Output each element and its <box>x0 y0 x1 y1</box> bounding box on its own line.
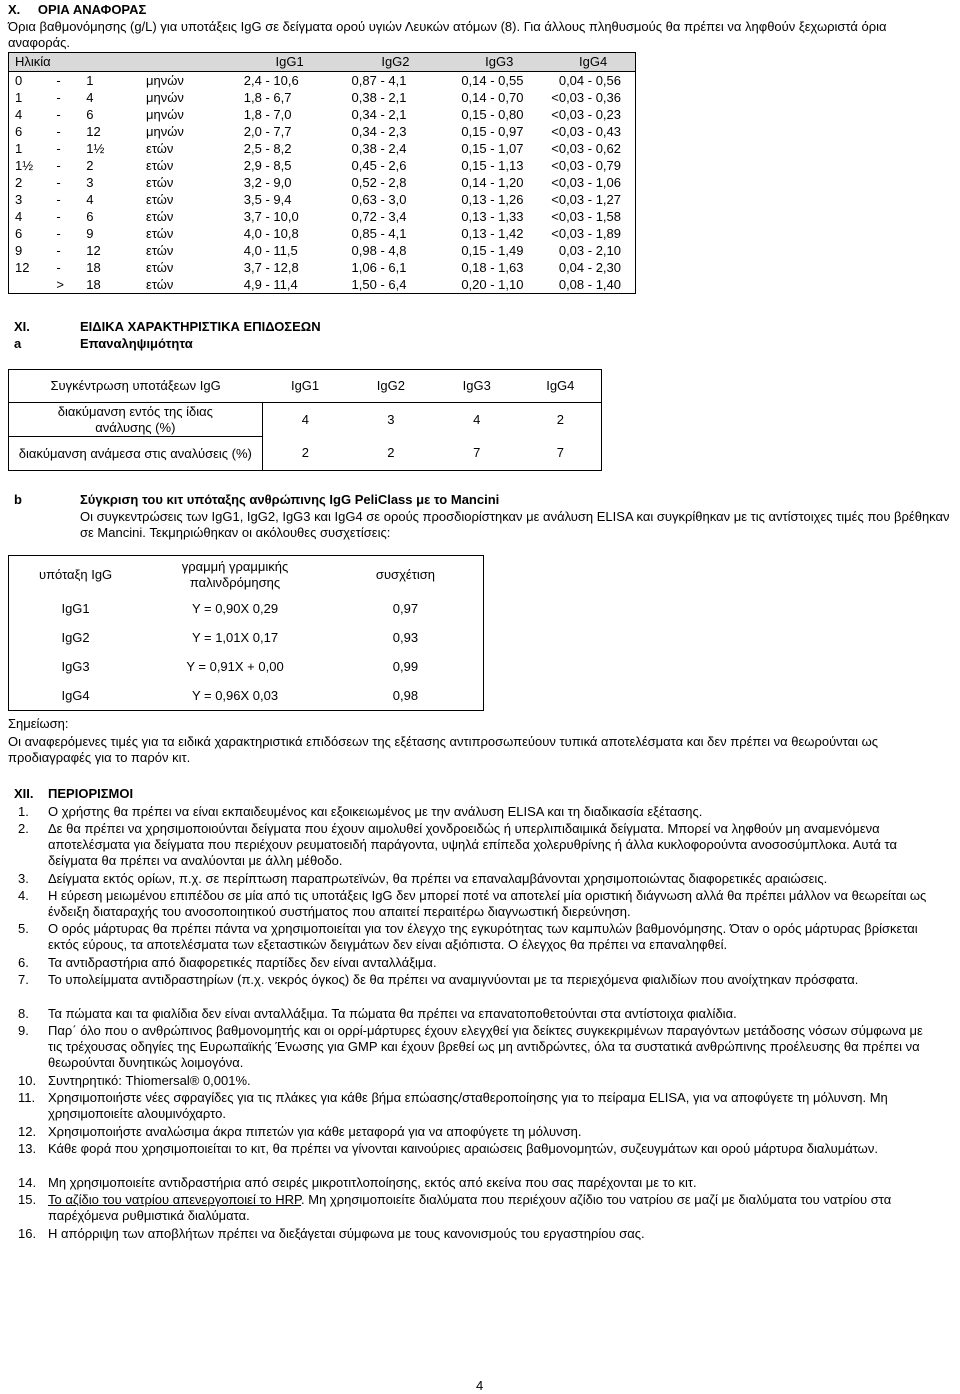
age-from: 4 <box>15 208 23 224</box>
cell-subclass: IgG3 <box>61 658 90 674</box>
age-sep: > <box>56 276 64 292</box>
age-unit: ετών <box>146 191 174 207</box>
age-sep: - <box>56 157 61 173</box>
cell-igg2: 0,98 - 4,8 <box>351 242 407 258</box>
age-unit: ετών <box>146 140 174 156</box>
age-from: 6 <box>15 123 23 139</box>
list-item-text: Τα αντιδραστήρια από διαφορετικές παρτίδες δεν είναι ανταλλάξιμα. <box>48 955 437 970</box>
cell-igg1: 3,7 - 10,0 <box>243 208 299 224</box>
header-igg1: IgG1 <box>290 378 320 393</box>
cell-igg2: 0,72 - 3,4 <box>351 208 407 224</box>
reference-ranges-table <box>8 52 636 294</box>
sub-a-letter: a <box>14 336 22 351</box>
cell-regression: Y = 1,01X 0,17 <box>191 629 279 645</box>
age-from: 2 <box>15 174 23 190</box>
cell-subclass: IgG2 <box>61 629 90 645</box>
list-item-number: 12. <box>18 1124 37 1139</box>
age-to: 4 <box>86 191 94 207</box>
list-item-underlined-text: Το αζίδιο του νατρίου απενεργοποιεί το HRP <box>48 1192 302 1207</box>
table-row <box>9 123 636 140</box>
cell-igg1: 2,4 - 10,6 <box>243 72 299 88</box>
cell-igg1: 3,7 - 12,8 <box>243 259 299 275</box>
cell-igg4: 0,04 - 0,56 <box>558 72 621 88</box>
age-to: 6 <box>86 106 94 122</box>
list-item-number: 3. <box>18 871 29 886</box>
list-item-text: Ο ορός μάρτυρας θα πρέπει πάντα να χρησιμοποιείται για τον έλεγχο της εγκυρότητας των καμπυλών βαθμονόμησης. Όταν ο ορός μάρτυρας βρίσκεται εκτός εύρους, τα αποτελέσματα των εξεταστικών δειγμάτων δεν είναι αξιόπιστα. Ο έλεγχος θα πρέπει να επαναληφθεί. <box>48 921 918 952</box>
cell-igg4: <0,03 - 1,89 <box>551 225 621 241</box>
list-item-text: Μη χρησιμοποιείτε αντιδραστήρια από σειρές μικροτιτλοποίησης, εκτός από εκείνα που σας παρέχονται με το κιτ. <box>48 1175 697 1190</box>
list-item-number: 14. <box>18 1175 37 1190</box>
header-igg4: IgG4 <box>546 378 575 393</box>
header-regression: γραμμή γραμμικής παλινδρόμησης <box>181 559 289 590</box>
section-xi-title: ΕΙΔΙΚΑ ΧΑΡΑΚΤΗΡΙΣΤΙΚΑ ΕΠΙΔΟΣΕΩΝ <box>80 319 321 334</box>
cell-igg2: 0,45 - 2,6 <box>351 157 407 173</box>
cell-igg4: <0,03 - 0,36 <box>551 89 621 105</box>
age-sep: - <box>56 191 61 207</box>
cell-igg3: 4 <box>473 411 481 427</box>
age-from: 6 <box>15 225 23 241</box>
header-concentration: Συγκέντρωση υποτάξεων IgG <box>50 378 221 393</box>
cell-igg3: 0,15 - 0,97 <box>461 123 524 139</box>
table-row <box>9 225 636 242</box>
header-correlation: συσχέτιση <box>375 567 435 582</box>
age-to: 9 <box>86 225 94 241</box>
cell-igg2: 0,85 - 4,1 <box>351 225 407 241</box>
cell-igg3: 0,14 - 0,70 <box>461 89 524 105</box>
list-item-number: 6. <box>18 955 29 970</box>
age-from: 1 <box>15 140 23 156</box>
cell-igg2: 0,34 - 2,3 <box>351 123 407 139</box>
cell-igg3: 0,13 - 1,42 <box>461 225 524 241</box>
cell-igg4: <0,03 - 1,27 <box>551 191 621 207</box>
table-header-row <box>9 556 484 595</box>
cell-igg1: 4 <box>301 411 309 427</box>
header-igg1: IgG1 <box>236 53 344 72</box>
table-row <box>9 89 636 106</box>
list-item-text <box>48 1192 928 1224</box>
list-item-number: 5. <box>18 921 29 936</box>
section-x-title: ΟΡΙΑ ΑΝΑΦΟΡΑΣ <box>37 2 147 17</box>
table-row <box>9 191 636 208</box>
table-row <box>9 437 602 471</box>
cell-igg2: 0,63 - 3,0 <box>351 191 407 207</box>
list-item-number: 7. <box>18 972 29 987</box>
cell-igg4: 2 <box>556 411 564 427</box>
cell-igg1: 2,5 - 8,2 <box>243 140 292 156</box>
cell-igg4: <0,03 - 0,23 <box>551 106 621 122</box>
table-row <box>9 72 636 90</box>
age-unit: μηνών <box>146 106 184 122</box>
cell-igg3: 0,13 - 1,33 <box>461 208 524 224</box>
age-sep: - <box>56 123 61 139</box>
age-to: 18 <box>86 276 101 292</box>
table-row <box>9 242 636 259</box>
age-to: 12 <box>86 123 101 139</box>
table-row <box>9 594 484 623</box>
age-from <box>9 276 57 294</box>
list-item-text: Η εύρεση μειωμένου επιπέδου σε μία από τις υποτάξεις IgG δεν μπορεί ποτέ να αποτελεί μία οριστική διάγνωση αλλά θα πρέπει μάλλον να θεωρείται ως ένδειξη διαταραχής του ανοσοποιητικού συστήματος που απαιτεί περαιτέρω διαγνωστική διερεύνηση. <box>48 888 927 919</box>
cell-igg3: 0,14 - 1,20 <box>461 174 524 190</box>
age-sep: - <box>56 106 61 122</box>
table-row <box>9 681 484 711</box>
list-item-rest-text: . Μη χρησιμοποιείτε διαλύματα που περιέχουν αζίδιο του νατρίου σε μαζί με διαλύματα του νατρίου στα παρέχόμενα ρυθμιστικά διαλύματα. <box>48 1192 892 1223</box>
header-igg3: IgG3 <box>447 53 551 72</box>
table-row <box>9 106 636 123</box>
age-to: 1 <box>86 72 94 88</box>
age-unit: ετών <box>146 208 174 224</box>
age-from: 1 <box>15 89 23 105</box>
cell-igg2: 0,38 - 2,4 <box>351 140 407 156</box>
list-item-text: Κάθε φορά που χρησιμοποιείται το κιτ, θα πρέπει να γίνονται καινούριες αραιώσεις βαθμονομητών, συζευγμάτων και ορού μάρτυρα διαλυμάτων. <box>48 1141 878 1156</box>
section-xi-number: XI. <box>14 319 30 334</box>
age-unit: ετών <box>146 276 174 292</box>
table-row <box>9 403 602 437</box>
list-item-number: 10. <box>18 1073 37 1088</box>
age-to: 12 <box>86 242 101 258</box>
cell-igg4: <0,03 - 0,43 <box>551 123 621 139</box>
sub-a-title: Επαναληψιμότητα <box>80 336 193 351</box>
list-item-number: 13. <box>18 1141 37 1156</box>
repeatability-table <box>8 369 602 471</box>
list-item-number: 15. <box>18 1192 37 1207</box>
age-sep: - <box>56 72 61 88</box>
cell-igg2: 0,38 - 2,1 <box>351 89 407 105</box>
row-label: διακύμανση ανάμεσα στις αναλύσεις (%) <box>9 437 263 471</box>
age-sep: - <box>56 208 61 224</box>
cell-igg2: 1,06 - 6,1 <box>351 259 407 275</box>
age-from: 12 <box>15 259 30 275</box>
age-unit: μηνών <box>146 72 184 88</box>
list-item-text: Δείγματα εκτός ορίων, π.χ. σε περίπτωση παραπρωτεϊνών, θα πρέπει να επαναλαμβάνονται χρησιμοποιώντας διαφορετικές αραιώσεις. <box>48 871 828 886</box>
cell-igg3: 0,15 - 1,13 <box>461 157 524 173</box>
cell-igg1: 2 <box>301 445 309 461</box>
table-header-row <box>9 370 602 403</box>
age-from: 1½ <box>15 157 34 173</box>
age-unit: μηνών <box>146 123 184 139</box>
note-label: Σημείωση: <box>8 716 69 731</box>
cell-igg2: 1,50 - 6,4 <box>351 276 407 292</box>
list-item-text: Τα πώματα και τα φιαλίδια δεν είναι ανταλλάξιμα. Τα πώματα θα πρέπει να επανατοποθετούνται στα αντίστοιχα φιαλίδια. <box>48 1006 737 1021</box>
cell-igg2: 3 <box>387 411 395 427</box>
age-unit: ετών <box>146 242 174 258</box>
cell-igg4: 0,04 - 2,30 <box>558 259 621 275</box>
cell-correlation: 0,97 <box>392 600 419 616</box>
cell-subclass: IgG4 <box>61 687 90 703</box>
cell-igg4: <0,03 - 1,58 <box>551 208 621 224</box>
table-row <box>9 140 636 157</box>
cell-igg4: <0,03 - 1,06 <box>551 174 621 190</box>
cell-igg1: 4,0 - 11,5 <box>243 242 298 258</box>
age-from: 4 <box>15 106 23 122</box>
cell-igg3: 0,13 - 1,26 <box>461 191 524 207</box>
cell-igg1: 3,2 - 9,0 <box>243 174 292 190</box>
cell-igg1: 2,9 - 8,5 <box>243 157 292 173</box>
cell-correlation: 0,98 <box>392 687 419 703</box>
cell-igg2: 0,87 - 4,1 <box>351 72 407 88</box>
age-unit: μηνών <box>146 89 184 105</box>
cell-igg4: <0,03 - 0,62 <box>551 140 621 156</box>
table-row <box>9 174 636 191</box>
cell-regression: Y = 0,91X + 0,00 <box>186 658 284 674</box>
section-x-intro: Όρια βαθμονόμησης (g/L) για υποτάξεις IgG σε δείγματα ορού υγιών Λευκών ατόμων (8). Για άλλους πληθυσμούς θα πρέπει να ληφθούν ξεχωριστά όρια αναφοράς. <box>8 19 887 50</box>
age-to: 18 <box>86 259 101 275</box>
cell-igg1: 1,8 - 7,0 <box>243 106 292 122</box>
list-item-number: 9. <box>18 1023 29 1038</box>
cell-igg2: 2 <box>387 445 395 461</box>
cell-igg3: 0,15 - 0,80 <box>461 106 524 122</box>
list-item-number: 11. <box>18 1090 36 1105</box>
header-subclass: υπόταξη IgG <box>38 567 113 582</box>
table-row <box>9 157 636 174</box>
correlation-table <box>8 555 484 711</box>
cell-igg4: 0,08 - 1,40 <box>558 276 621 292</box>
section-x-heading <box>8 2 146 18</box>
header-igg4: IgG4 <box>551 53 635 72</box>
cell-igg3: 0,15 - 1,07 <box>461 140 524 156</box>
sub-b-letter: b <box>14 492 22 507</box>
cell-regression: Y = 0,90X 0,29 <box>191 600 279 616</box>
list-item-text: Συντηρητικό: Thiomersal® 0,001%. <box>48 1073 251 1088</box>
age-to: 6 <box>86 208 94 224</box>
list-item-text: Παρ΄ όλο που ο ανθρώπινος βαθμονομητής και οι ορρί-μάρτυρες έχουν ελεγχθεί για δείκτες συγκεκριμένων παραγόντων μετάδοσης νόσων σύμφωνα με τις τρέχουσας οδηγίες της Ευρωπαϊκής Ένωσης για GMP και έχουν βρεθεί ως μη αντιδρώντες, όλα τα συστατικά ανθρώπινης προέλευσης θα πρέπει να θεωρούνται δυνητικώς λοιμογόνα. <box>48 1023 923 1070</box>
cell-igg3: 0,14 - 0,55 <box>461 72 524 88</box>
list-item-text: Χρησιμοποιήστε νέες σφραγίδες για τις πλάκες για κάθε βήμα επώασης/σταθεροποίησης για το πείραμα ELISA, για να αποφύγετε τη μόλυνση. Μη χρησιμοποιείτε αλουμινόχαρτο. <box>48 1090 888 1121</box>
age-to: 4 <box>86 89 94 105</box>
cell-igg3: 0,15 - 1,49 <box>461 242 524 258</box>
header-igg2: IgG2 <box>344 53 448 72</box>
age-from: 0 <box>15 72 23 88</box>
table-row <box>9 276 636 294</box>
list-item-text: Η απόρριψη των αποβλήτων πρέπει να διεξάγεται σύμφωνα με τους κανονισμούς του εργαστηρίου σας. <box>48 1226 645 1241</box>
table-row <box>9 623 484 652</box>
cell-igg1: 4,0 - 10,8 <box>243 225 299 241</box>
list-item-text: Ο χρήστης θα πρέπει να είναι εκπαιδευμένος και εξοικειωμένος με την ανάλυση ELISA και τη διαδικασία εξέτασης. <box>48 804 703 819</box>
sub-b-text: Οι συγκεντρώσεις των IgG1, IgG2, IgG3 και IgG4 σε ορούς προσδιορίστηκαν με ανάλυση ELISA και συγκρίθηκαν με τις αντίστοιχες τιμές που βρέθηκαν σε Mancini. Τεκμηριώθηκαν οι ακόλουθες συσχετίσεις: <box>80 509 950 540</box>
page-number: 4 <box>476 1378 484 1393</box>
cell-igg3: 0,20 - 1,10 <box>461 276 524 292</box>
age-unit: ετών <box>146 157 174 173</box>
cell-igg4: 7 <box>556 445 564 461</box>
note-text: Οι αναφερόμενες τιμές για τα ειδικά χαρακτηριστικά επιδόσεων της εξέτασης αντιπροσωπεύουν τυπικά αποτελέσματα και δεν πρέπει να θεωρούνται ως προδιαγραφές για το παρόν κιτ. <box>8 734 879 765</box>
age-to: 2 <box>86 157 94 173</box>
list-item-number: 1. <box>18 804 29 819</box>
list-item-number: 16. <box>18 1226 37 1241</box>
age-unit: ετών <box>146 174 174 190</box>
cell-igg1: 1,8 - 6,7 <box>243 89 292 105</box>
cell-subclass: IgG1 <box>61 600 90 616</box>
cell-correlation: 0,99 <box>392 658 419 674</box>
cell-correlation: 0,93 <box>392 629 419 645</box>
header-igg3: IgG3 <box>462 378 491 393</box>
cell-igg4: 0,03 - 2,10 <box>558 242 621 258</box>
header-igg2: IgG2 <box>376 378 405 393</box>
cell-regression: Y = 0,96X 0,03 <box>191 687 279 703</box>
age-sep: - <box>56 140 61 156</box>
section-xii-number: XII. <box>14 786 34 801</box>
sub-b-title: Σύγκριση του κιτ υπόταξης ανθρώπινης IgG PeliClass με το Mancini <box>80 492 500 507</box>
section-x-number: X. <box>8 2 21 17</box>
cell-igg4: <0,03 - 0,79 <box>551 157 621 173</box>
header-age: Ηλικία <box>9 53 236 72</box>
age-from: 9 <box>15 242 23 258</box>
list-item-number: 8. <box>18 1006 29 1021</box>
list-item-text: Δε θα πρέπει να χρησιμοποιούνται δείγματα που έχουν αιμολυθεί χονδροειδώς ή υπερλιπιδαιμικά δείγματα. Μπορεί να ληφθούν μη αναμενόμενα αποτελέσματα για δείγματα που περιέχουν ρευματοειδή παράγοντα, υψηλά επίπεδα χολερυθρίνης ή άλλα κυκλοφορούντα ανοσοσύμπλοκα. Αυτά τα δείγματα θα πρέπει να αναλύονται με άλλη μέθοδο. <box>48 821 897 868</box>
list-item-number: 2. <box>18 821 29 836</box>
age-sep: - <box>56 225 61 241</box>
table-header-row <box>9 53 636 72</box>
age-from: 3 <box>15 191 23 207</box>
cell-igg1: 4,9 - 11,4 <box>243 276 298 292</box>
cell-igg2: 0,52 - 2,8 <box>351 174 407 190</box>
age-unit: ετών <box>146 259 174 275</box>
cell-igg2: 0,34 - 2,1 <box>351 106 407 122</box>
age-unit: ετών <box>146 225 174 241</box>
list-item-text: Χρησιμοποιήστε αναλώσιμα άκρα πιπετών για κάθε μεταφορά για να αποφύγετε τη μόλυνση. <box>48 1124 582 1139</box>
row-label: διακύμανση εντός της ίδιας ανάλυσης (%) <box>9 403 263 437</box>
list-item-number: 4. <box>18 888 29 903</box>
cell-igg3: 7 <box>473 445 481 461</box>
list-item-text: Το υπολείμματα αντιδραστηρίων (π.χ. νεκρός όγκος) δε θα πρέπει να αναμιγνύονται με τα περιεχόμενα φιαλιδίων που ανοίχτηκαν πρόσφατα. <box>48 972 859 987</box>
section-xii-title: ΠΕΡΙΟΡΙΣΜΟΙ <box>48 786 134 801</box>
cell-igg1: 3,5 - 9,4 <box>243 191 292 207</box>
age-sep: - <box>56 242 61 258</box>
age-sep: - <box>56 174 61 190</box>
age-to: 1½ <box>86 140 105 156</box>
age-to: 3 <box>86 174 94 190</box>
age-sep: - <box>56 89 61 105</box>
table-row <box>9 652 484 681</box>
table-row <box>9 208 636 225</box>
age-sep: - <box>56 259 61 275</box>
table-row <box>9 259 636 276</box>
cell-igg3: 0,18 - 1,63 <box>461 259 524 275</box>
cell-igg1: 2,0 - 7,7 <box>243 123 292 139</box>
